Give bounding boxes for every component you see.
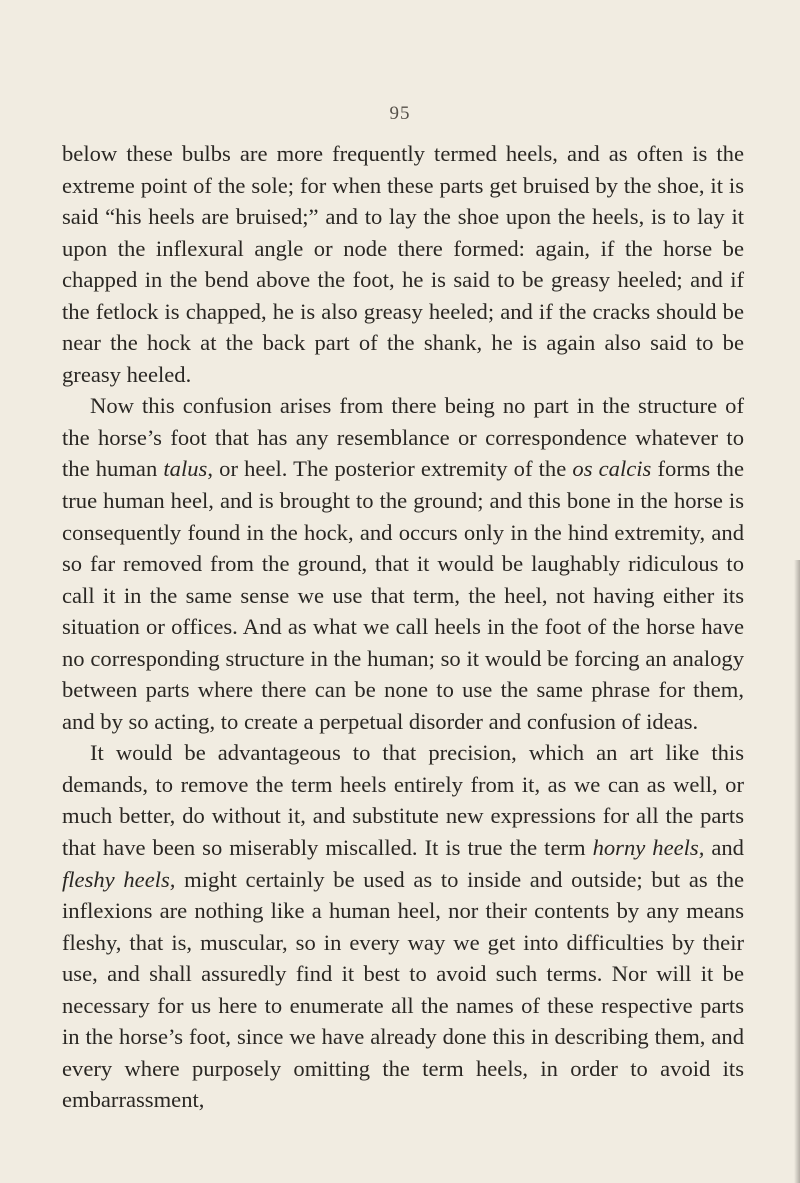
page-edge-shadow — [794, 560, 800, 1183]
paragraph-3-text: might certainly be used as to inside and outside; but as the inflexions are nothing like a human heel, nor their contents by any means fleshy, that is, muscular, so in every way we get into difficulties by their use, and shall assuredly find it best to avoid such terms. Nor will it be necessary for us here to enumerate all the names of these respective parts in the horse’s foot, since we have already done this in describing them, and every where purposely omitting the term heels, in order to avoid its embarrassment, — [62, 866, 745, 1113]
paragraph-3 — [62, 737, 744, 1116]
paragraph-2-text: Now this confusion arises from there being no part in the structure of the horse’s foot that has any resemblance or correspondence whatever to the human — [62, 393, 744, 482]
italic-term-horny-heels: horny heels, — [592, 835, 705, 861]
body-text — [62, 138, 744, 1116]
paragraph-2-text: , or heel. The posterior extremity of the — [207, 456, 573, 482]
paragraph-3-text: It would be advantageous to that precision, which an art like this demands, to remove the term heels entirely from it, as we can as well, or much better, do without it, and substitute new expressions for all the parts that have been so miserably miscalled. It is true the term — [62, 740, 744, 861]
paragraph-3-text: and — [704, 835, 744, 861]
paragraph-2 — [62, 390, 744, 737]
paragraph-2-text: forms the true human heel, and is brought to the ground; and this bone in the horse is consequently found in the hock, and occurs only in the hind extremity, and so far removed from the ground, that it would be laughably ridiculous to call it in the same sense we use that term, the heel, not having either its situation or offices. And as what we call heels in the foot of the horse have no corresponding structure in the human; so it would be forcing an analogy between parts where there can be none to use the same phrase for them, and by so acting, to create a perpetual disorder and confusion of ideas. — [62, 456, 744, 734]
italic-term-fleshy-heels: fleshy heels, — [62, 866, 176, 892]
italic-term-os-calcis: os calcis — [572, 456, 652, 482]
italic-term-talus: talus — [163, 456, 208, 482]
paragraph-1-text: below these bulbs are more frequently termed heels, and as often is the extreme point of the sole; for when these parts get bruised by the shoe, it is said “his heels are bruised;” and to lay the shoe upon the heels, is to lay it upon the inflexural angle or node there formed: again, if the horse be chapped in the bend above the foot, he is said to be greasy heeled; and if the fetlock is chapped, he is also greasy heeled; and if the cracks should be near the hock at the back part of the shank, he is again also said to be greasy heeled. — [62, 141, 744, 387]
page-number: 95 — [389, 103, 411, 124]
paragraph-1 — [62, 138, 744, 390]
